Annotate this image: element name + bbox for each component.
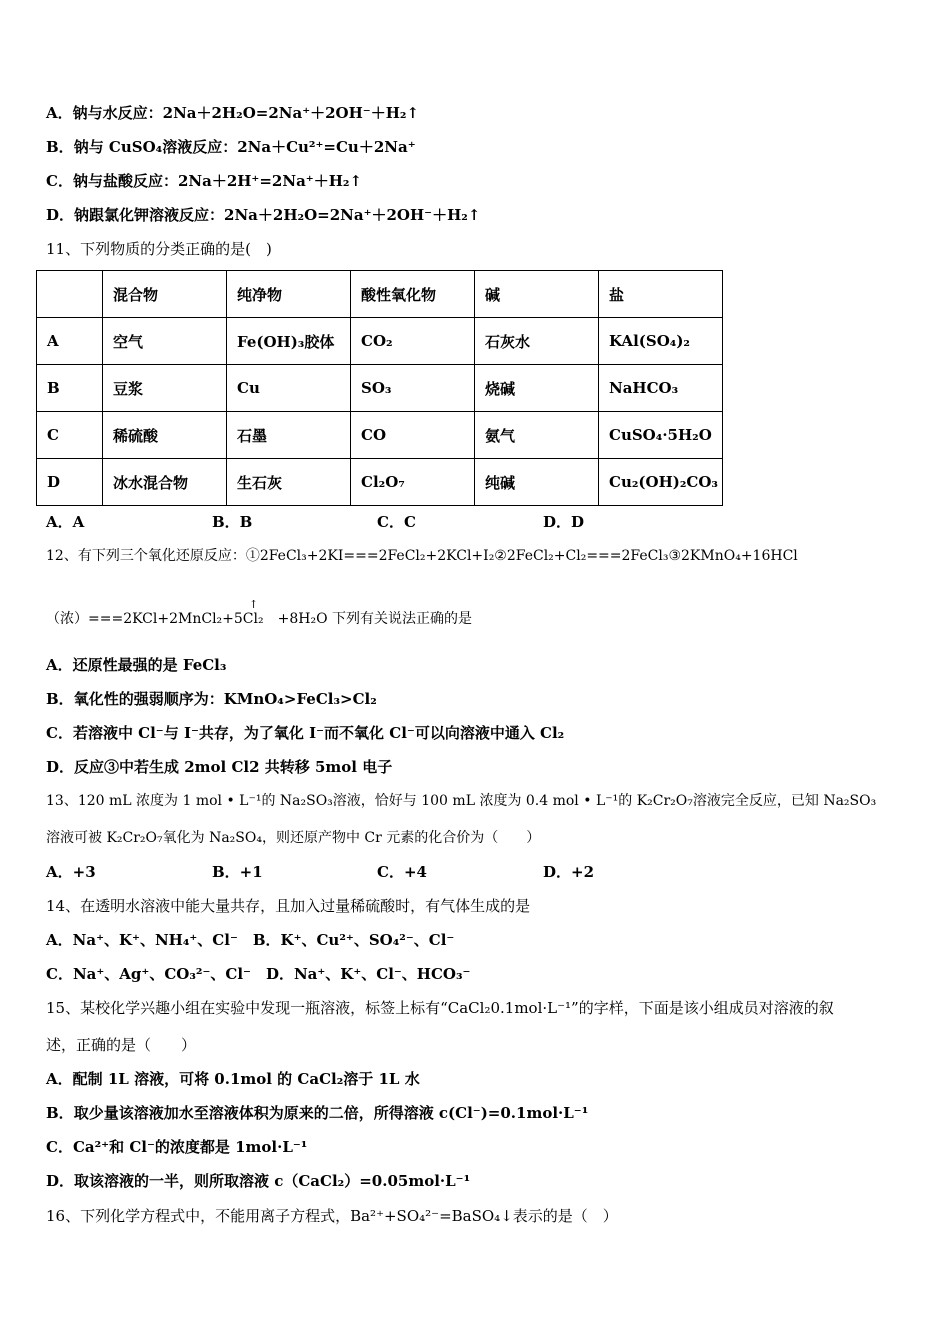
- table-header-cell: 盐: [599, 271, 723, 318]
- option-letter: A．: [46, 656, 73, 674]
- q11-option-b: B．B: [212, 513, 253, 531]
- option-text: 氧化性的强弱顺序为：KMnO₄>FeCl₃>Cl₂: [73, 690, 377, 708]
- q15-stem-line1: 15、某校化学兴趣小组在实验中发现一瓶溶液，标签上标有“CaCl₂0.1mol·L⁻¹”的字样，下面是该小组成员对溶液的叙: [46, 999, 834, 1017]
- q11-option-d: D．D: [543, 513, 585, 531]
- q12-option-c: [46, 723, 564, 743]
- table-cell: Cl₂O₇: [351, 459, 475, 506]
- up-arrow-icon: ↑: [249, 598, 259, 611]
- table-header-cell: 混合物: [103, 271, 227, 318]
- table-cell: CO₂: [351, 318, 475, 365]
- q12-stem-part-b: +8H₂O 下列有关说法正确的是: [277, 611, 472, 627]
- option-text: 钠与盐酸反应：2Na＋2H⁺=2Na⁺＋H₂↑: [72, 172, 363, 190]
- table-header-cell: 纯净物: [227, 271, 351, 318]
- option-text: 取少量该溶液加水至溶液体积为原来的二倍，所得溶液 c(Cl⁻)=0.1mol·L⁻¹: [73, 1104, 589, 1122]
- q13-stem-line1: 13、120 mL 浓度为 1 mol • L⁻¹的 Na₂SO₃溶液，恰好与 100 mL 浓度为 0.4 mol • L⁻¹的 K₂Cr₂O₇溶液完全反应，已知 Na₂SO₃: [46, 793, 877, 809]
- option-text: 钠跟氯化钾溶液反应：2Na＋2H₂O=2Na⁺＋2OH⁻＋H₂↑: [74, 206, 481, 224]
- q14-stem: 14、在透明水溶液中能大量共存，且加入过量稀硫酸时，有气体生成的是: [46, 897, 531, 915]
- q13-option-b: B．+1: [212, 863, 263, 881]
- q10-option-a: [46, 103, 419, 123]
- option-letter: D．: [46, 1172, 75, 1190]
- q12-stem-line1: 12、有下列三个氧化还原反应：①2FeCl₃+2KI===2FeCl₂+2KCl+I₂②2FeCl₂+Cl₂===2FeCl₃③2KMnO₄+16HCl: [46, 548, 798, 564]
- option-letter: A．: [46, 104, 73, 122]
- table-cell: Fe(OH)₃胶体: [227, 318, 351, 365]
- q12-option-a: [46, 655, 226, 675]
- table-cell: 石墨: [227, 412, 351, 459]
- q16-stem: 16、下列化学方程式中，不能用离子方程式，Ba²⁺+SO₄²⁻=BaSO₄↓表示的是（ ）: [46, 1207, 618, 1225]
- table-header-row: [37, 271, 723, 318]
- table-cell: KAl(SO₄)₂: [599, 318, 723, 365]
- option-letter: C．: [46, 724, 73, 742]
- q13-option-d: D．+2: [543, 863, 595, 881]
- table-header-cell: [37, 271, 103, 318]
- table-cell: 生石灰: [227, 459, 351, 506]
- option-text: 取该溶液的一半，则所取溶液 c（CaCl₂）=0.05mol·L⁻¹: [74, 1172, 471, 1190]
- option-text: 还原性最强的是 FeCl₃: [72, 656, 227, 674]
- table-cell: 纯碱: [475, 459, 599, 506]
- table-cell: 稀硫酸: [103, 412, 227, 459]
- option-letter: C．: [46, 172, 73, 190]
- q14-options-line1: A．Na⁺、K⁺、NH₄⁺、Cl⁻ B．K⁺、Cu²⁺、SO₄²⁻、Cl⁻: [46, 931, 455, 949]
- table-cell: SO₃: [351, 365, 475, 412]
- q12-option-d: [46, 757, 392, 777]
- table-cell: 氨气: [475, 412, 599, 459]
- table-cell: 烧碱: [475, 365, 599, 412]
- option-letter: D．: [46, 206, 75, 224]
- table-cell: 石灰水: [475, 318, 599, 365]
- option-letter: D．: [46, 758, 75, 776]
- option-letter: A．: [46, 1070, 73, 1088]
- q11-option-a: A．A: [46, 513, 85, 531]
- q15-option-d: [46, 1171, 470, 1191]
- q10-option-b: [46, 137, 416, 157]
- q11-stem: 11、下列物质的分类正确的是( ): [46, 240, 272, 258]
- table-row: [37, 459, 723, 506]
- q12-stem-part-a: （浓）===2KCl+2MnCl₂+5Cl₂: [46, 611, 264, 627]
- table-header-cell: 酸性氧化物: [351, 271, 475, 318]
- q14-options-line2: C．Na⁺、Ag⁺、CO₃²⁻、Cl⁻ D．Na⁺、K⁺、Cl⁻、HCO₃⁻: [46, 965, 471, 983]
- q13-option-c: C．+4: [377, 863, 427, 881]
- table-cell: 豆浆: [103, 365, 227, 412]
- table-cell: CO: [351, 412, 475, 459]
- q15-option-a: [46, 1069, 420, 1089]
- option-text: 钠与 CuSO₄溶液反应：2Na＋Cu²⁺=Cu＋2Na⁺: [73, 138, 416, 156]
- table-row: [37, 412, 723, 459]
- q13-stem-line2: 溶液可被 K₂Cr₂O₇氧化为 Na₂SO₄，则还原产物中 Cr 元素的化合价为（ ）: [46, 830, 541, 846]
- q10-option-d: [46, 205, 480, 225]
- q12-stem-line2: [46, 609, 472, 629]
- table-cell: D: [37, 459, 103, 506]
- option-letter: B．: [46, 138, 74, 156]
- option-text: 反应③中若生成 2mol Cl2 共转移 5mol 电子: [74, 758, 393, 776]
- q12-option-b: [46, 689, 377, 709]
- table-cell: C: [37, 412, 103, 459]
- table-cell: CuSO₄·5H₂O: [599, 412, 723, 459]
- option-letter: C．: [46, 1138, 73, 1156]
- table-row: [37, 365, 723, 412]
- table-cell: B: [37, 365, 103, 412]
- table-cell: A: [37, 318, 103, 365]
- option-text: 若溶液中 Cl⁻与 I⁻共存，为了氧化 I⁻而不氧化 Cl⁻可以向溶液中通入 Cl₂: [72, 724, 565, 742]
- option-text: 配制 1L 溶液，可将 0.1mol 的 CaCl₂溶于 1L 水: [72, 1070, 420, 1088]
- q10-option-c: [46, 171, 362, 191]
- table-cell: Cu₂(OH)₂CO₃: [599, 459, 723, 506]
- q15-option-c: [46, 1137, 307, 1157]
- table-cell: 空气: [103, 318, 227, 365]
- table-cell: NaHCO₃: [599, 365, 723, 412]
- option-letter: B．: [46, 690, 74, 708]
- option-letter: B．: [46, 1104, 74, 1122]
- option-text: 钠与水反应：2Na＋2H₂O=2Na⁺＋2OH⁻＋H₂↑: [72, 104, 420, 122]
- q15-stem-line2: 述，正确的是（ ）: [46, 1036, 197, 1054]
- classification-table: [36, 270, 723, 506]
- table-header-cell: 碱: [475, 271, 599, 318]
- table-cell: Cu: [227, 365, 351, 412]
- table-row: [37, 318, 723, 365]
- q15-option-b: [46, 1103, 588, 1123]
- option-text: Ca²⁺和 Cl⁻的浓度都是 1mol·L⁻¹: [72, 1138, 308, 1156]
- q13-option-a: A．+3: [46, 863, 96, 881]
- table-cell: 冰水混合物: [103, 459, 227, 506]
- q11-option-c: C．C: [377, 513, 416, 531]
